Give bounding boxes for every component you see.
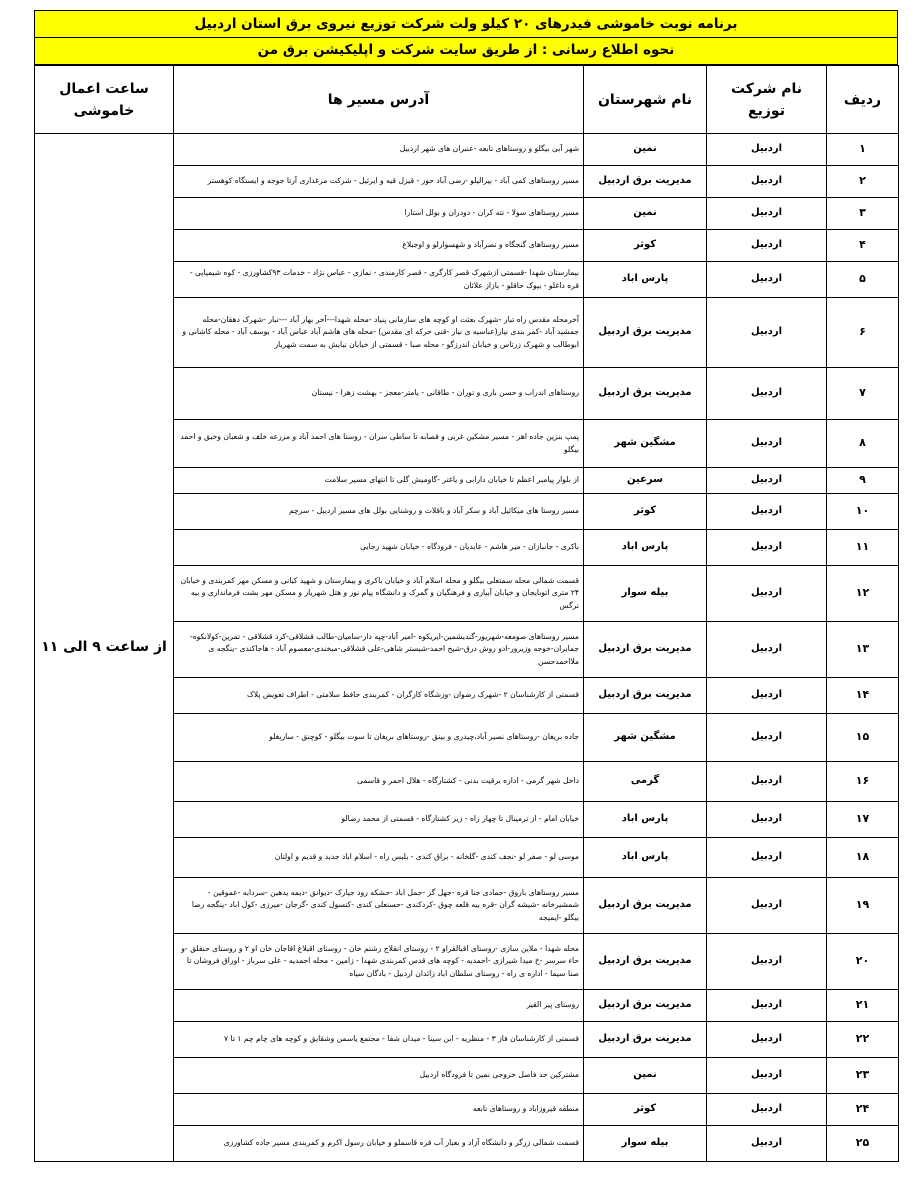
row-number: ۵: [827, 262, 899, 298]
city-name: نمین: [584, 1058, 707, 1094]
table-body: [35, 134, 899, 1162]
company-name: اردبیل: [707, 468, 827, 494]
city-name: مدیریت برق اردبیل: [584, 678, 707, 714]
document-title: برنامه نوبت خاموشی فیدرهای ۲۰ کیلو ولت شرکت توزیع نیروی برق استان اردبیل: [34, 10, 898, 38]
route-address: قسمت شمالی محله سمتعلی بیگلو و محله اسلام آباد و خیابان باکری و بیمارستان و شهید کیانی و مسکن مهر کمربندی و خیابان ۲۴ متری اتوبایجان و خیابان آبیاری و فرهنگیان و گمرک و دانشگاه پیام نور و هتل شهریار و مسکن مهر بشت فرمانداری و بیه نرگس: [174, 566, 584, 622]
city-name: مشگین شهر: [584, 420, 707, 468]
row-number: ۱: [827, 134, 899, 166]
company-name: اردبیل: [707, 838, 827, 878]
route-address: مسیر روستاهای سولا - تته کران - دودران و بولل استارا: [174, 198, 584, 230]
route-address: پمپ بنزین جاده اهر - مسیر مشکین غربی و قصابه تا ساطی سران - روستا های احمد آباد و مزرعه خلف و شعبان وخیق و احمد بیگلو: [174, 420, 584, 468]
city-name: سرعین: [584, 468, 707, 494]
route-address: روستاهای اندراب و حسن باری و توران - طاقانی - یامتر-معجز - بهشت زهرا - نیستان: [174, 368, 584, 420]
header-company: نام شرکت توزیع: [707, 66, 827, 134]
header-row-number: ردیف: [827, 66, 899, 134]
row-number: ۱۴: [827, 678, 899, 714]
company-name: اردبیل: [707, 990, 827, 1022]
route-address: باکری - جانبازان - میر هاشم - عابدیان - فرودگاه - خیابان شهید رجایی: [174, 530, 584, 566]
company-name: اردبیل: [707, 262, 827, 298]
row-number: ۱۵: [827, 714, 899, 762]
outage-time-cell: از ساعت ۹ الی ۱۱: [35, 134, 174, 1162]
city-name: کوثر: [584, 494, 707, 530]
row-number: ۱۹: [827, 878, 899, 934]
row-number: ۶: [827, 298, 899, 368]
company-name: اردبیل: [707, 1058, 827, 1094]
route-address: قسمتی از کارشناسان ۲ -شهرک رضوان -وزشگاه کارگران - کمربندی حافظ سلامتی - اطراف تعویض پلاک: [174, 678, 584, 714]
route-address: جاده بریغان -روستاهای نصیر آباد،چیدری و بینق -روستاهای بریغان تا سوت بیگلو - کوچنق - ساریغلو: [174, 714, 584, 762]
outage-table: [34, 65, 899, 1162]
company-name: اردبیل: [707, 494, 827, 530]
city-name: مدیریت برق اردبیل: [584, 878, 707, 934]
route-address: مسیر روستاهای کمی آباد - بیرالیلو -رضی آباد حور - قیزل قیه و ایرئیل - شرکت مرغداری آرتا جوجه و ایستگاه کوهستر: [174, 166, 584, 198]
city-name: مدیریت برق اردبیل: [584, 934, 707, 990]
city-name: مدیریت برق اردبیل: [584, 990, 707, 1022]
city-name: کوثر: [584, 230, 707, 262]
city-name: مدیریت برق اردبیل: [584, 622, 707, 678]
company-name: اردبیل: [707, 1022, 827, 1058]
city-name: مدیریت برق اردبیل: [584, 298, 707, 368]
city-name: گرمی: [584, 762, 707, 802]
city-name: بیله سوار: [584, 1126, 707, 1162]
route-address: مسیر روستاهای باروق -جمادی جنا قره -جهل گز -جمل اباد -حشکه رود جیارک -دیوانق -دیمه یدهین -سردابه -عموقین - شمشیرخانه -شیشه گران -قره بیه قلعه چوق -کردکندی -حسنعلی کندی -کنسول کندی -گرجان -میرزی -کول اباد -ینگجه رضا بیگلو -ایمیجه: [174, 878, 584, 934]
row-number: ۲۲: [827, 1022, 899, 1058]
row-number: ۱۶: [827, 762, 899, 802]
city-name: نمین: [584, 198, 707, 230]
city-name: پارس اباد: [584, 262, 707, 298]
company-name: اردبیل: [707, 368, 827, 420]
company-name: اردبیل: [707, 1126, 827, 1162]
company-name: اردبیل: [707, 622, 827, 678]
header-city: نام شهرستان: [584, 66, 707, 134]
company-name: اردبیل: [707, 198, 827, 230]
row-number: ۲۳: [827, 1058, 899, 1094]
route-address: داخل شهر گرمی - اداره برقیت بدنی - کشتارگاه - هلال احمر و قاسمی: [174, 762, 584, 802]
row-number: ۱۰: [827, 494, 899, 530]
company-name: اردبیل: [707, 714, 827, 762]
row-number: ۱۸: [827, 838, 899, 878]
city-name: نمین: [584, 134, 707, 166]
row-number: ۲۱: [827, 990, 899, 1022]
route-address: مسیر روستاهای گنجگاه و نصرآباد و شهسوارلو و اوجبلاغ: [174, 230, 584, 262]
row-number: ۳: [827, 198, 899, 230]
company-name: اردبیل: [707, 166, 827, 198]
row-number: ۲۵: [827, 1126, 899, 1162]
row-number: ۲: [827, 166, 899, 198]
company-name: اردبیل: [707, 134, 827, 166]
city-name: مدیریت برق اردبیل: [584, 166, 707, 198]
city-name: پارس اباد: [584, 838, 707, 878]
route-address: بیمارستان شهدا -قسمتی ازشهرک قصر کارگری - قصر کارمندی - نمازی - عباس نژاد - خدمات ۹۳کشاورزی - کوه شیمیایی - قره داغلو - بیوک حاقلو - بازاز علائان: [174, 262, 584, 298]
row-number: ۱۱: [827, 530, 899, 566]
route-address: موسی لو - صفر لو -نجف کندی -گلخانه - براق کندی - بلبس راه - اسلام اباد جدید و قدیم و اولتان: [174, 838, 584, 878]
company-name: اردبیل: [707, 1094, 827, 1126]
header-time: ساعت اعمال خاموشی: [35, 66, 174, 134]
row-number: ۹: [827, 468, 899, 494]
city-name: بیله سوار: [584, 566, 707, 622]
company-name: اردبیل: [707, 530, 827, 566]
route-address: مشترکین حد فاصل خروجی نمین تا فرودگاه اردبیل: [174, 1058, 584, 1094]
company-name: اردبیل: [707, 420, 827, 468]
outage-schedule-sheet: [34, 10, 898, 1162]
route-address: از بلوار پیامبر اعظم تا خیابان دارابی و یاغتر -گاومیش گلی تا انتهای مسیر سلامت: [174, 468, 584, 494]
row-number: ۲۴: [827, 1094, 899, 1126]
route-address: روستای پیر القیر: [174, 990, 584, 1022]
header-address: آدرس مسیر ها: [174, 66, 584, 134]
table-header-row: [35, 66, 899, 134]
row-number: ۷: [827, 368, 899, 420]
company-name: اردبیل: [707, 230, 827, 262]
row-number: ۴: [827, 230, 899, 262]
row-number: ۱۲: [827, 566, 899, 622]
company-name: اردبیل: [707, 878, 827, 934]
company-name: اردبیل: [707, 678, 827, 714]
city-name: مشگین شهر: [584, 714, 707, 762]
route-address: شهر آبی بیگلو و روستاهای تابعه -عنبران های شهر اردبیل: [174, 134, 584, 166]
company-name: اردبیل: [707, 802, 827, 838]
company-name: اردبیل: [707, 934, 827, 990]
city-name: کوثر: [584, 1094, 707, 1126]
notification-method: نحوه اطلاع رسانی : از طریق سایت شرکت و اپلیکیشن برق من: [34, 38, 898, 65]
route-address: مسیر روستا های میکائیل آباد و سکر آباد و باقلات و روشنایی بولل های مسیر اردبیل - سرچم: [174, 494, 584, 530]
company-name: اردبیل: [707, 566, 827, 622]
city-name: مدیریت برق اردبیل: [584, 368, 707, 420]
company-name: اردبیل: [707, 298, 827, 368]
city-name: پارس اباد: [584, 530, 707, 566]
company-name: اردبیل: [707, 762, 827, 802]
route-address: آخرمحله مقدس راه تبار -شهرک بعثت او کوچه های سازمانی پنیاد -محله شهدا---آخر بهار آباد ---تبار -شهرک دهقان-محله جمشید آباد -کمر بندی نیار(عباسیه ی نیار -قنی حرکه ای مقدس) -محله های هاشم آباد عباس آباد - یوسف آباد - محله کاشانی و ابوطالب و شهرک زرتاس و خیابان اندرزگو - محله صبا - قسمتی از خیابان نیایش به سمت شهریار: [174, 298, 584, 368]
route-address: منطقه قیروزاباد و روستاهای تابعه: [174, 1094, 584, 1126]
city-name: پارس اباد: [584, 802, 707, 838]
route-address: قسمتی از کارشناسان فاز ۳ - منظریه - ابن سینا - میدان شفا - مجتمع یاسمن وشقایق و کوچه های چام چم ۱ تا ۷: [174, 1022, 584, 1058]
city-name: مدیریت برق اردبیل: [584, 1022, 707, 1058]
row-number: ۸: [827, 420, 899, 468]
row-number: ۲۰: [827, 934, 899, 990]
row-number: ۱۷: [827, 802, 899, 838]
route-address: مسیر روستاهای صومعه-شهریور-گندیشمین-ایریکوه -امیر آباد-چپه دار-سامیان-طالب قشلاقی-کرد قشلاقی - تمرین-کولانکوه-جمایران-خوجه وزیرور-ادو روش درق-شیخ احمد-شیستر شاهی-علی قشلاقی-میخندی-معصوم آباد - هاجاکندی -ینگجه ی ملااحمدحسن: [174, 622, 584, 678]
table-row: [35, 134, 899, 166]
route-address: محله شهدا - ملاین سازی -روستای اقبالقراو ۲ - روستای انقلاج رشتم خان - روستای اقبلاغ اقاجان خان او ۲ و روستای حنقلق -و حاء سرسر -خ ميدا شیرازی -احمدیه - کوچه های قدس کمربندی شهدا - زامین - محله احمدیه - علی سرباز - اوراق فروشان تا صنا سیما - اداره ی راه - روستای سلطان اباد زائدان اردبیل - بادگان سیاه: [174, 934, 584, 990]
row-number: ۱۳: [827, 622, 899, 678]
route-address: خیابان امام - از ترمینال تا چهار راه - زیر کشتارگاه - قسمتی از محمد رضالو: [174, 802, 584, 838]
route-address: قسمت شمالی زرگر و دانشگاه آزاد و بعبار آب قره قاسملو و خیابان رسول اکرم و کمربندی مسیر جاده کشاورزی: [174, 1126, 584, 1162]
